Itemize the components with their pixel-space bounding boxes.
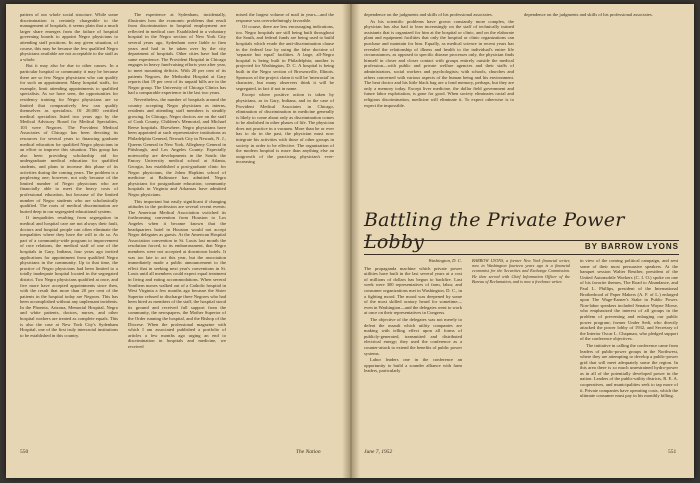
article-column-3 xyxy=(580,258,678,442)
left-column-3 xyxy=(236,12,334,440)
author-note: BARROW LYONS, a former New York financial writer, now in Washington fourteen years ago is a financial economist for the Securities and Exchange Commission. He then served with Chief Information Officer of the Bureau of Reclamation, and is now a freelance writer. xyxy=(472,258,570,284)
paragraph: But it may also be due to other causes. In a particular hospital or community it may be because there are so few Negro physicians who can qualify for such an appointment. Many hospital staffs, for example, limit attending appointments to qualified specialists. As we have seen, the opportunities for residency training for Negro physicians are so limited that comparatively few can qualify themselves as specialists. Of 20,000 certified medical specialists listed two years ago by the Medical Advisory Board for Medical Specialties, 103 were Negroes. The Provident Medical Associates of Chicago has been devoting its resources for several years to financing graduate medical education for qualified Negro physicians in an effort to improve this situation. This group has also been providing scholarship aid for undergraduate medical education for qualified students, and plans to increase this phase of its activities during the coming years. The problem is a perplexing one; however, not only because of the limited number of Negro physicians who are financially able to meet the heavy costs of professional education, but because of the limited number of Negro students who are scholastically qualified. The roots of medical discrimination are buried deep in our segregated educational system. xyxy=(20,63,118,214)
dateline: Washington, D. C. xyxy=(428,258,462,263)
paragraph: Nevertheless, the number of hospitals around the country accepting Negro physicians as interns, residents and attending staff members is steadily growing. In Chicago, Negro doctors are on the staff of Cook County, Children's Memorial, and Michael Reese hospitals. Elsewhere, Negro physicians have been appointed at such representative institutions as Philadelphia General, Newark City in Newark, N. J., Queens General in New York, Allegheny General in Pittsburgh, and Los Angeles County. Especially noteworthy are developments in the South: the Emory University medical school at Atlanta, Georgia, has established a post-graduate clinic for Negro physicians, the Johns Hopkins school of medicine at Baltimore has admitted Negro physicians for postgraduate education; community hospitals in Virginia and Arkansas have admitted Negro physicians. xyxy=(128,96,226,197)
magazine-spread xyxy=(6,4,694,478)
folio-date: June 7, 1952 xyxy=(364,449,393,455)
folio-number-right: 551 xyxy=(668,449,677,455)
folio-title: The Nation xyxy=(296,449,321,455)
paragraph: As his scientific problems have grown constantly more complex, the physician has also had to lean increasingly on the staff of technically trained assistants that is organized for him at the hospital or clinic, and on the elaborate plant and equipment facilities that only the hospital or clinic organizations can purchase and maintain for him. Equally, as medical science in recent years has revealed the relationship of illness and health to the individual's entire life circumstances, as opposed to specific disease processes only, the physician finds himself in closer and closer contact with groups entirely outside the medical profession—with public and private welfare agencies and their staffs of administrators, social workers and psychologists; with schools, churches and others concerned with various aspects of the human being and his environment. The heat doctor and his little black bag are a fond memory, perhaps, but they are only a memory today. Except liver medicine, the dollar field government and future labor exploitation, is gone for good. When society eliminates racial and religious discrimination, medicine will eliminate it. To expect otherwise is to expect the impossible. xyxy=(364,18,514,108)
left-page xyxy=(6,4,350,478)
paragraph: The experience at Sydenham, incidentally, illustrates how the economic problems that result from discrimination in hospital employment are reflected in medical care. Established in a voluntary hospital in the Negro section of New York City several years ago, Sydenham were liable to firm years and had to be taken over by the city department of hospitals. Other cities have had the same experience. The Provident Hospital in Chicago engages in heavy fund-raising efforts year after year, to meet mounting deficits. With 20 per cent of its patients Negroes, the Methodist Hospital at Gary reports that 19 per cent of its unpaid bills are in the Negro group. The University of Chicago Clinics has had a comparable experience in the last two years. xyxy=(128,12,226,96)
paragraph: Labor leaders one in the conference an opportunity to build a sounder alliance with farm leaders, particularly xyxy=(364,357,462,374)
article-title: Battling the Private Power Lobby xyxy=(364,209,625,253)
paragraph: Of course, there are less encouraging indications, too. Negro hospitals are still being built throughout the South, and federal funds are being used to build hospitals which evade the anti-discrimination clause in the federal law by using the false doctrine of 'separate but equal' facilities. A large, all-Negro hospital is being built in Philadelphia; another is projected for Washington, D. C. A hospital is being built in the Negro section of Brownsville, Illinois. Sponsors of the project claim it will be 'interracial' in character, but many observers think it will be segregated, in fact if not in name. xyxy=(236,24,334,91)
left-column-1 xyxy=(20,12,118,440)
right-page xyxy=(350,4,694,478)
paragraph: The initiative in calling the conference came from leaders of public-power groups in the Northwest, where they are attempting to develop a public-power grid that will meet adequately some the region. In this area there is so much unrestrained hydro-power as in all of the potentially developed power in the nation. Leaders of the public-utility districts, R. E. A. cooperatives, and municipalities seek to tap more of it. Private companies have operating costs, which the ultimate consumer must pay in his monthly billing. xyxy=(580,342,678,399)
paragraph: dependence on the judgments and skills of his professional associates. xyxy=(364,12,493,17)
title-rule-bottom xyxy=(364,254,679,255)
right-column-2-top xyxy=(524,12,674,202)
paragraph: The objective of the delegates was not merely to defeat the assault which utility companies are making with telling effect upon all forms of publicly-generated, transmitted and distributed electrical energy; they used the conference as a counter-attack to extend the benefits of public power systems. xyxy=(364,316,462,356)
paragraph: Except where positive action is taken by physicians, as in Gary, Indiana, and in the case of Provident Medical Associates in Chicago, elimination of discrimination in medicine generally is likely to come about only as discrimination comes to be abolished in other phases of life. The physician does not practice in a vacuum. More than he or ever has to do in the past, the physician must now integrate his activities with those of other groups in society in order to be effective. The organization of the modern hospital is more than anything else an outgrowth of the practicing physician's ever-increasing xyxy=(236,92,334,165)
left-column-2 xyxy=(128,12,226,440)
paragraph: The propaganda machine which private power utilities have built in the last several years at a cost of millions of dollars has begun to backfire. Last week were 300 representatives of farm, labor, and consumer organizations met in Washington, D. C., in a fighting mood. The mood was deepened by some of the most skilled oratory heard for sometime—even in Washington—and the delegates went to work at once on their representatives in Congress. xyxy=(364,265,462,316)
paragraph: pattern of our whole social structure. While some discrimination is certainly chargeable to the management of hospitals, it seems plain that a much larger share emerges from the failure of hospital governing boards to appoint Negro physicians to attending staff positions. In any given situation, of course, this may be because the few qualified Negro physicians available are not acceptable to the staff as a whole. xyxy=(20,12,118,62)
title-rule-top xyxy=(364,240,679,241)
paragraph: in view of the coming political campaign, and sent some of their most persuasive speakers. At the banquet session Walter Reuther, president of the United Automobile Workers (C. I. O.) spoke on one of his favorite themes, The Road to Abundance, and Paul L. Phillips, president of the International Brotherhood of Paper Makers (A. F. of L.) enlarged upon The Wage-Earner's Stake in Public Power. Non-labor speakers included Senator Wayne Morse, who emphasized the interest of all groups in the problem of preventing and enlarging our public power program; former Under Sedt, who directly attacked the power lobby of 1932, and Secretary of the Interior Oscar L. Chapman, who pledged support of the conference objectives. xyxy=(580,258,678,342)
paragraph: If inequalities resulting from segregation in medical and hospital care are not always their fault, doctors and hospital people can often eliminate the inequalities where they have the will to do so. As part of a community-wide program to improvement of race relations, the medical staff of one of the hospitals in Gary, Indiana, four years ago invited applications for appointment from qualified Negro physicians in the community. Up to that time, the practice of Negro physicians had been limited to a totally inadequate hospital located in the segregated district. Two Negro physicians qualified at once, and five more have accepted appointments since then, with the result that more than 20 per cent of the patients in the hospital today are Negroes. This has been accomplished without any unpleasant incidents. In the Phoenix, Arizona, Memorial Hospital, Negro and white patients, doctors, nurses, and other hospital workers are treated as complete equals. This is also the case at New York City's Sydenham Hospital, one of the first truly interracial institutions to be established in this country. xyxy=(20,215,118,338)
article-column-1 xyxy=(364,258,462,442)
folio-number-left: 550 xyxy=(20,449,29,455)
byline: BY BARROW LYONS xyxy=(584,242,679,251)
right-column-1-top xyxy=(364,12,514,202)
article-column-2 xyxy=(472,258,570,442)
binding-gutter xyxy=(342,4,360,478)
paragraph: dependence on the judgments and skills of his professional associates. xyxy=(524,12,653,17)
paragraph: This important but easily significant if changing attitudes in the profession are several recent events: The American Medical Association switched its forthcoming convention from Houston to Los Angeles when it became known that the headquarters hotel in Houston would not accept Negro delegates as guests. At the American Hospital Association convention in St. Louis last month the resolution forced, to its embarrassment, that Negro members were not accepted at downtown hotels. It was too late to act this year, but the association immediately made a public announcement to the effect that in seeking next year's conventions in St. Louis until all members could expect equal treatment in living and eating accommodations. When several Southern nurses walked out of a Catholic hospital in West Virginia a few months ago because the Sister Superior refused to discharge three Negroes who had been hired as members of the staff, the hospital stood its ground and received full support from the community, the newspapers, the Mother Superior of the Order running the hospital, and the Bishop of the Diocese. When the professional magazine with which I am associated published a portfolio of articles a few months ago urging an end to discrimination in hospitals and medicine, we received xyxy=(128,198,226,350)
paragraph: mixed the largest volume of mail in years—and the response was overwhelmingly favorable. xyxy=(236,12,334,23)
